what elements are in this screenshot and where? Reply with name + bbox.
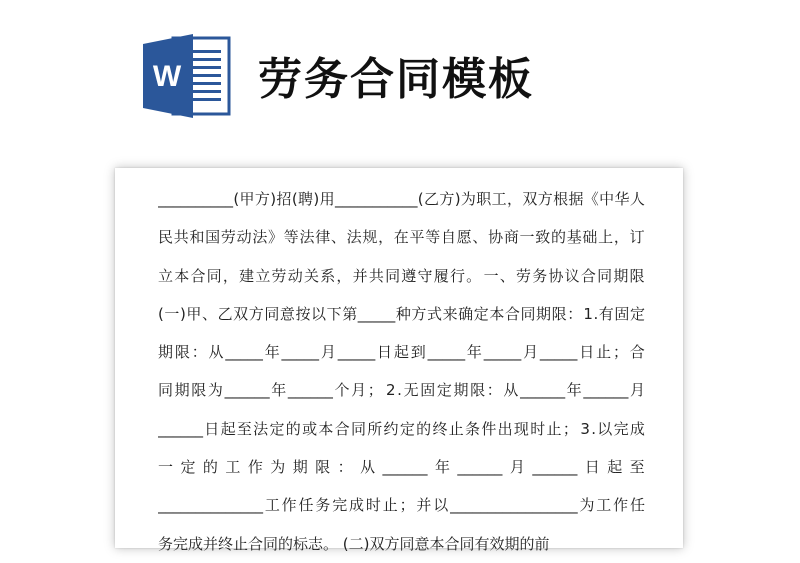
text-line: ______________ 工 作 任 务 完 成 时 止 ； 并 以 _________________ 为 工 作 任 — [158, 496, 645, 515]
text-line: 同 期 限 为 ______ 年 ______ 个 月 ； 2 . 无 固 定 期 限 ： 从 ______ 年 ______ 月 — [158, 381, 645, 400]
header — [0, 0, 800, 160]
text-line: __________ ( 甲 方 ) 招 ( 聘 ) 用 ___________ ( 乙 方 ) 为 职 工 ， 双 方 根 据 《 中 华 人 — [158, 190, 645, 208]
text-line: 民 共 和 国 劳 动 法 》 等 法 律 、 法 规 ， 在 平 等 自 愿 、 协 商 一 致 的 基 础 上 ， 订 — [158, 228, 645, 247]
text-line: ______ 日 起 至 法 定 的 或 本 合 同 所 约 定 的 终 止 条 件 出 现 时 止 ； 3 . 以 完 成 — [158, 419, 645, 438]
document-page — [115, 168, 683, 553]
word-icon-letter: W — [152, 60, 182, 93]
text-line: 立 本 合 同 ， 建 立 劳 动 关 系 ， 并 共 同 遵 守 履 行 。 一 、 劳 务 协 议 合 同 期 限 — [158, 266, 645, 285]
text-line: 一 定 的 工 作 为 期 限 ： 从 ______ 年 ______ 月 ______ 日 起 至 — [158, 458, 645, 477]
text-line: 务完成并终止合同的标志。 (二)双方同意本合同有效期的前 — [158, 534, 550, 553]
word-document-icon — [143, 34, 233, 118]
text-line: ( 一 ) 甲 、 乙 双 方 同 意 按 以 下 第 _____ 种 方 式 来 确 定 本 合 同 期 限 ： 1 . 有 固 定 — [158, 304, 645, 323]
text-line: 期 限 ： 从 _____ 年 _____ 月 _____ 日 起 到 _____ 年 _____ 月 _____ 日 止 ； 合 — [158, 343, 645, 362]
document-body — [158, 180, 645, 563]
page-title: 劳务合同模板 — [258, 54, 534, 105]
